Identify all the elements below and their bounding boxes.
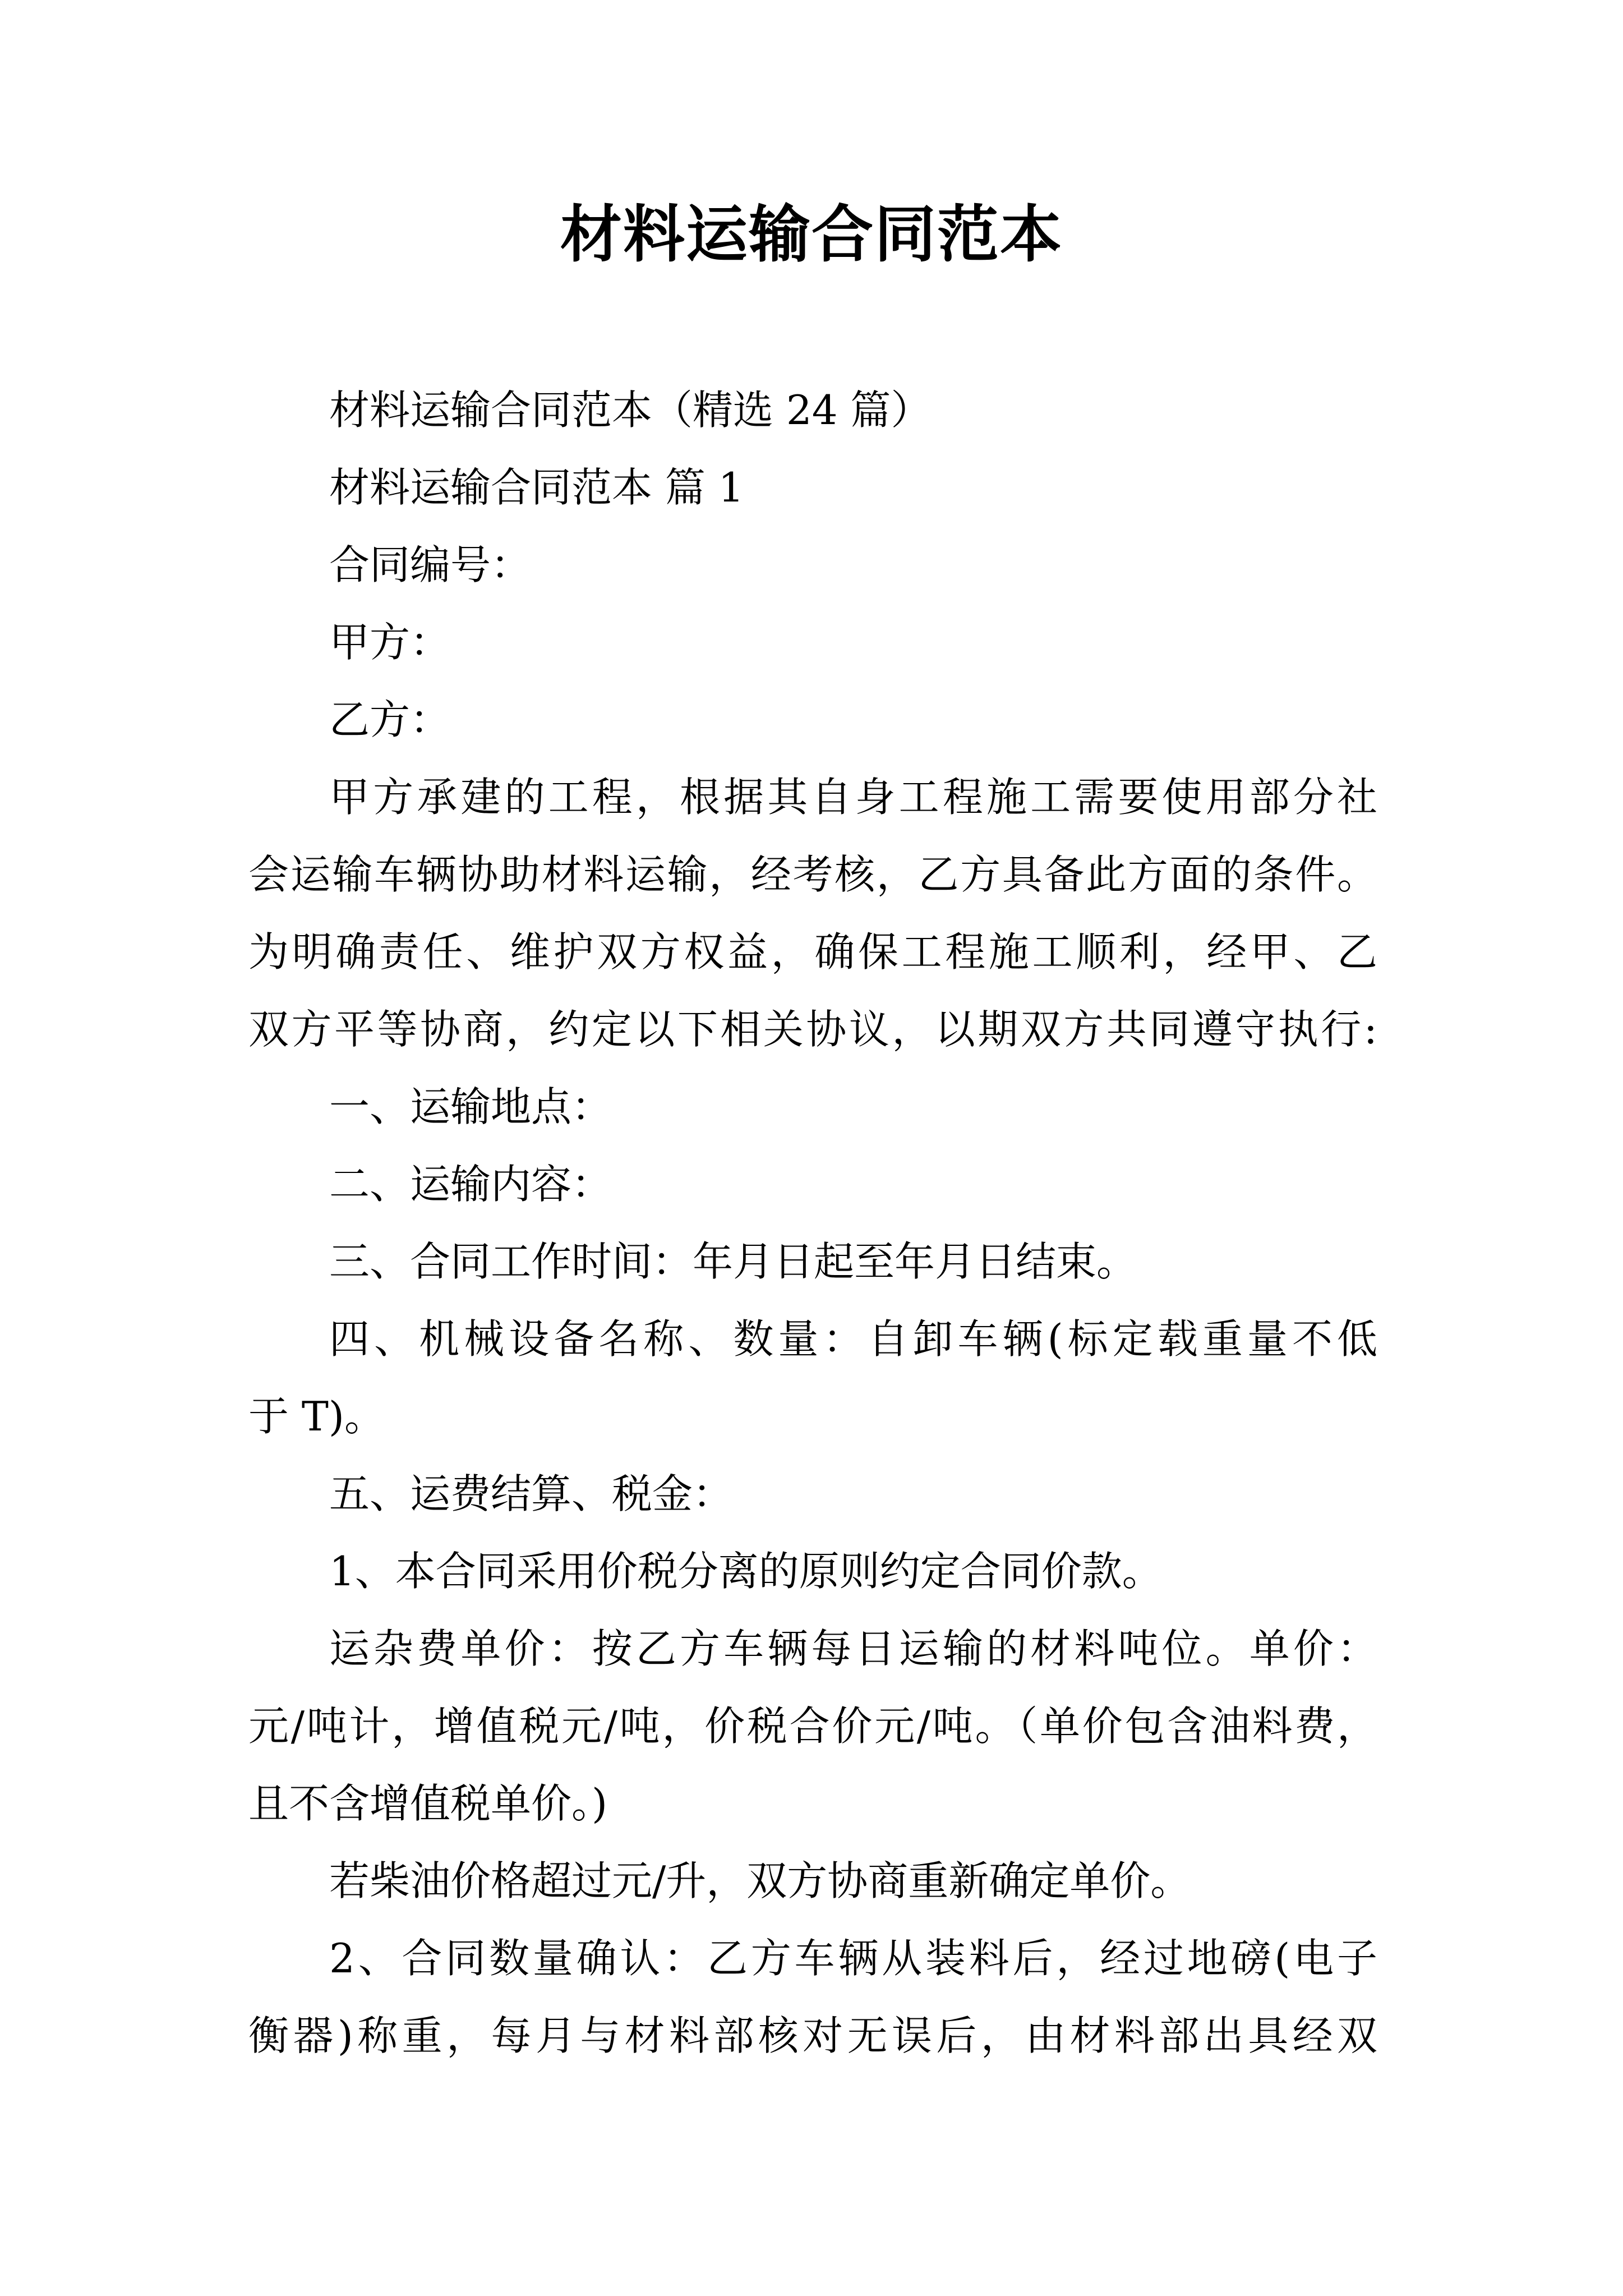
text-line: 甲方承建的工程，根据其自身工程施工需要使用部分社 <box>329 774 1377 821</box>
text-line: 元/吨计，增值税元/吨，价税合价元/吨。（单价包含油料费， <box>248 1703 1377 1750</box>
text-line: 三、合同工作时间：年月日起至年月日结束。 <box>329 1238 1137 1285</box>
text-line: 1、本合同采用价税分离的原则约定合同价款。 <box>329 1548 1163 1595</box>
text-line: 二、运输内容： <box>329 1161 612 1208</box>
text-line: 一、运输地点： <box>329 1083 612 1130</box>
text-line: 为明确责任、维护双方权益，确保工程施工顺利，经甲、乙 <box>248 928 1377 976</box>
text-line: 乙方： <box>329 696 451 743</box>
text-line: 四、机械设备名称、数量：自卸车辆(标定载重量不低 <box>329 1315 1377 1363</box>
text-line: 双方平等协商，约定以下相关协议，以期双方共同遵守执行: <box>248 1006 1377 1053</box>
text-line: 运杂费单价：按乙方车辆每日运输的材料吨位。单价： <box>329 1625 1377 1672</box>
text-line: 会运输车辆协助材料运输，经考核，乙方具备此方面的条件。 <box>248 851 1377 898</box>
text-line: 合同编号： <box>329 541 532 588</box>
document-title: 材料运输合同范本 <box>560 198 1063 270</box>
text-line: 2、合同数量确认：乙方车辆从装料后，经过地磅(电子 <box>329 1935 1377 1982</box>
text-line: 五、运费结算、税金： <box>329 1470 734 1517</box>
text-line: 若柴油价格超过元/升，双方协商重新确定单价。 <box>329 1857 1191 1904</box>
text-line: 材料运输合同范本 篇 1 <box>329 464 744 511</box>
text-line: 于 T)。 <box>248 1393 385 1440</box>
text-line: 且不含增值税单价。) <box>248 1780 608 1827</box>
text-line: 甲方： <box>329 619 451 666</box>
text-line: 材料运输合同范本（精选 24 篇） <box>329 386 932 434</box>
text-line: 衡器)称重，每月与材料部核对无误后，由材料部出具经双 <box>248 2012 1377 2059</box>
document-body <box>248 371 1377 2074</box>
